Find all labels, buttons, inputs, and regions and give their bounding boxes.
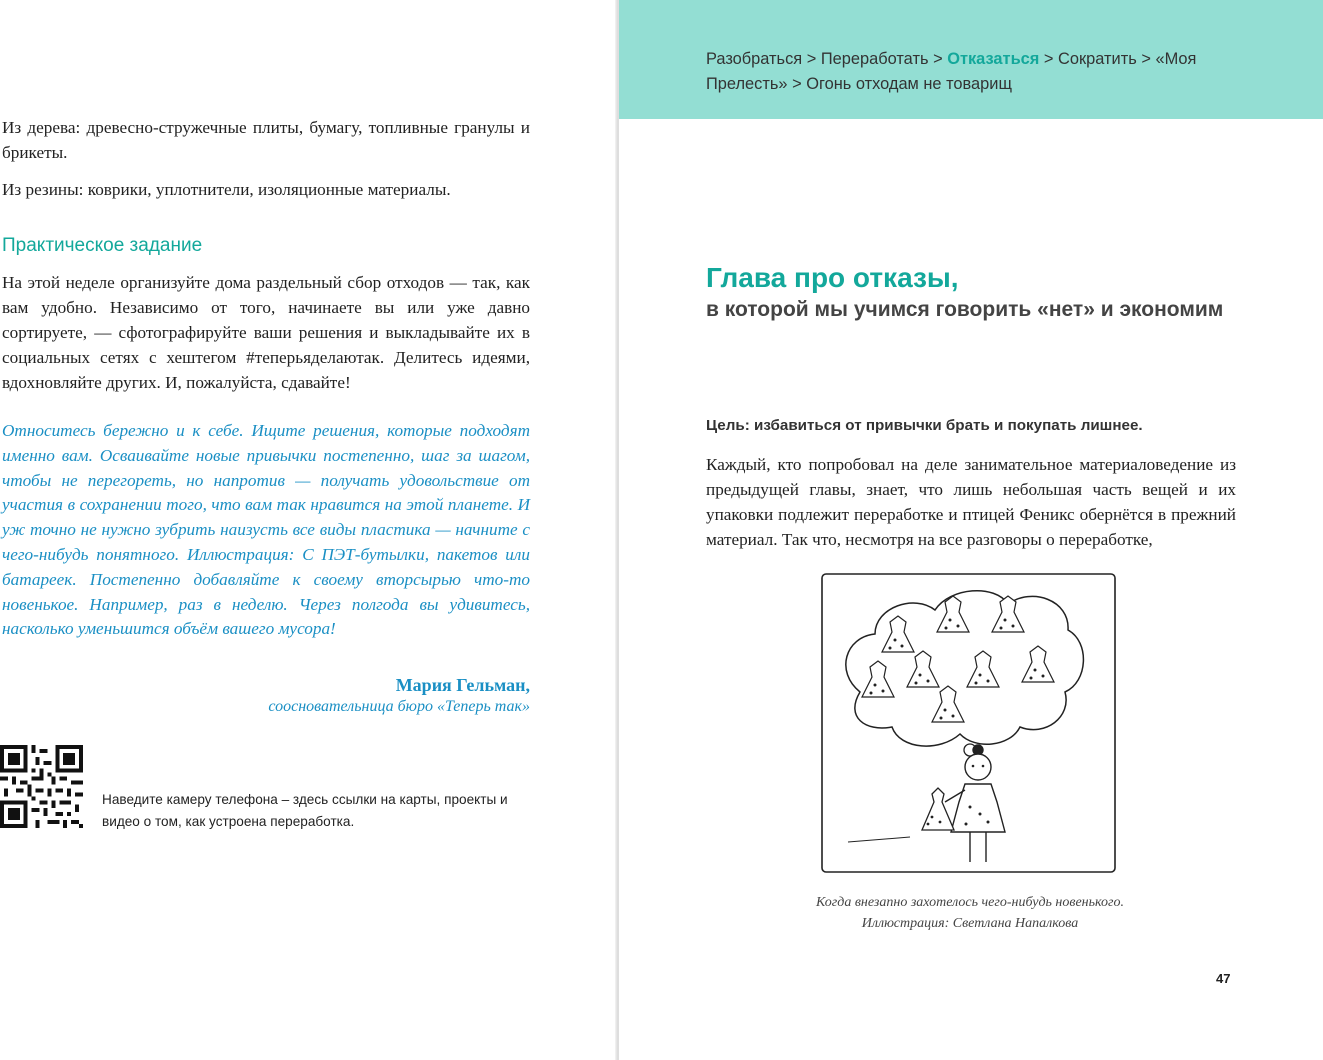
chapter-body-text: Каждый, кто попробовал на деле занимательное материаловедение из предыдущей главы, знает, что лишь небольшая часть вещей и их упаковки подлежит переработке и птицей Феникс обернётся в прежний материал. Так что, несмотря на все разговоры о переработке, bbox=[706, 455, 1236, 549]
quote-text: Относитесь бережно и к себе. Ищите решения, которые подходят именно вам. Осваивайте новые привычки постепенно, шаг за шагом, чтобы не перегореть, но напротив — получать удовольствие от участия в сохранении того, что вам так нравится на этой планете. И уж точно не нужно зубрить наизусть все виды пластика — начните с чего-нибудь понятного. Иллюстрация: С ПЭТ-бутылки, пакетов или батареек. Постепенно добавляйте к своему вторсырью что-то новенькое. Например, раз в неделю. Через полгода вы удивитесь, насколько уменьшится объём вашего мусора! bbox=[2, 421, 530, 639]
practical-task-text: На этой неделе организуйте дома раздельный сбор отходов — так, как вам удобно. Независимо от того, начинаете вы или уже давно сортируете, — сфотографируйте ваши решения и выкладывайте их в социальных сетях с хештегом #теперьяделаютак. Делитесь идеями, вдохновляйте других. И, пожалуйста, сдавайте! bbox=[2, 273, 530, 392]
illustration-caption bbox=[769, 892, 1171, 934]
breadcrumb-item-refuse-active: Отказаться bbox=[947, 50, 1040, 68]
practical-task-heading: Практическое задание bbox=[2, 235, 203, 256]
chapter-subtitle: в которой мы учимся говорить «нет» и экономим bbox=[706, 298, 1224, 321]
breadcrumb-separator: > bbox=[1043, 50, 1054, 68]
breadcrumb-separator: > bbox=[1141, 50, 1151, 68]
breadcrumb-item-sort: Разобраться bbox=[706, 50, 803, 68]
rubber-materials-text: Из резины: коврики, уплотнители, изоляционные материалы. bbox=[2, 180, 451, 199]
illustration-dresses-thought-bubble bbox=[820, 572, 1117, 874]
breadcrumb-item-fire: Огонь отходам не товарищ bbox=[806, 75, 1012, 93]
breadcrumb-separator: > bbox=[792, 75, 802, 93]
chapter-title: Глава про отказы, bbox=[706, 262, 959, 293]
page-number: 47 bbox=[1216, 971, 1231, 986]
left-page bbox=[0, 0, 617, 1060]
caption-line-2: Иллюстрация: Светлана Напалкова bbox=[861, 916, 1079, 931]
wood-materials-text: Из дерева: древесно-стружечные плиты, бумагу, топливные гранулы и брикеты. bbox=[2, 118, 530, 162]
quote-author-name: Мария Гельман, bbox=[395, 675, 530, 695]
breadcrumb-item-reduce: Сократить bbox=[1058, 50, 1137, 68]
breadcrumb-separator: > bbox=[806, 50, 817, 68]
caption-line-1: Когда внезапно захотелось чего-нибудь новенького. bbox=[816, 895, 1124, 910]
breadcrumb-item-precious: «Моя Прелесть» bbox=[706, 50, 1197, 93]
breadcrumb bbox=[706, 47, 1206, 97]
right-page bbox=[619, 0, 1323, 1060]
qr-instruction-text: Наведите камеру телефона – здесь ссылки на карты, проекты и видео о том, как устроена переработка. bbox=[102, 792, 508, 829]
quote-author-role: соосновательница бюро «Теперь так» bbox=[268, 698, 530, 715]
qr-code[interactable] bbox=[0, 745, 83, 828]
navigation-banner bbox=[619, 0, 1323, 119]
breadcrumb-separator: > bbox=[933, 50, 943, 68]
chapter-goal: Цель: избавиться от привычки брать и покупать лишнее. bbox=[706, 417, 1143, 434]
breadcrumb-item-recycle: Переработать bbox=[820, 50, 929, 68]
quote-author bbox=[268, 673, 530, 717]
